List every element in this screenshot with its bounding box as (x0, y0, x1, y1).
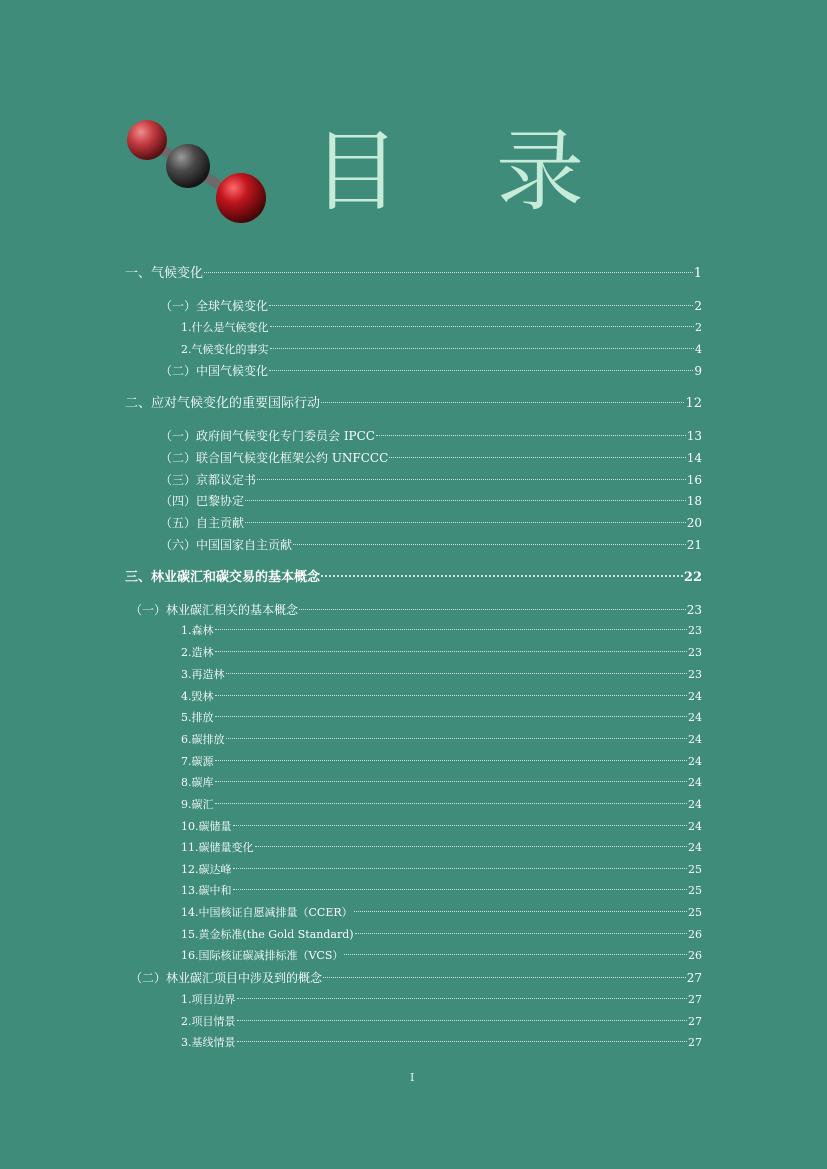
toc-entry-label: 2.造林 (181, 646, 214, 659)
toc-entry-label: 12.碳达峰 (181, 863, 232, 876)
toc-leader-dots (215, 716, 688, 717)
toc-leader-dots (323, 977, 686, 978)
toc-entry[interactable] (160, 536, 702, 554)
toc-leader-dots (269, 305, 693, 306)
toc-page-number: 24 (688, 690, 702, 703)
toc-leader-dots (226, 673, 688, 674)
toc-entry-label: 6.碳排放 (181, 733, 225, 746)
toc-entry-label: 16.国际核证碳减排标准（VCS） (181, 949, 344, 962)
toc-page-number: 1 (693, 266, 702, 281)
toc-entry-label: 8.碳库 (181, 776, 214, 789)
toc-page-number: 4 (695, 343, 702, 356)
toc-entry[interactable] (181, 731, 702, 749)
toc-entry-label: 3.再造林 (181, 668, 225, 681)
toc-page-number: 12 (685, 396, 702, 411)
toc-entry[interactable] (160, 362, 702, 380)
toc-page-number: 25 (688, 884, 702, 897)
toc-entry[interactable] (181, 341, 702, 359)
toc-leader-dots (321, 575, 683, 577)
toc-entry-label: （五）自主贡献 (160, 516, 245, 530)
toc-entry-label: 1.森林 (181, 624, 214, 637)
toc-page-number: 16 (686, 473, 702, 487)
toc-leader-dots (237, 1020, 688, 1021)
toc-leader-dots (204, 272, 693, 273)
toc-page-number: 23 (686, 603, 702, 617)
toc-entry[interactable] (181, 688, 702, 706)
toc-page-number: 24 (688, 820, 702, 833)
toc-page-number: 24 (688, 798, 702, 811)
toc-entry[interactable] (181, 926, 702, 944)
toc-entry[interactable] (181, 666, 702, 684)
toc-leader-dots (257, 479, 686, 480)
toc-entry-label: 5.排放 (181, 711, 214, 724)
toc-page-number: 23 (688, 624, 702, 637)
toc-entry-label: （二）联合国气候变化框架公约 UNFCCC (160, 451, 389, 465)
toc-leader-dots (215, 760, 688, 761)
toc-entry-label: （一）全球气候变化 (160, 299, 269, 313)
toc-entry-label: （一）政府间气候变化专门委员会 IPCC (160, 429, 375, 443)
toc-entry-label: 1.什么是气候变化 (181, 321, 269, 334)
toc-entry[interactable] (181, 319, 702, 337)
toc-leader-dots (215, 629, 688, 630)
toc-entry[interactable] (181, 1013, 702, 1031)
toc-leader-dots (215, 803, 688, 804)
toc-entry-label: 二、应对气候变化的重要国际行动 (125, 396, 321, 411)
toc-entry[interactable] (181, 774, 702, 792)
toc-page-number: 23 (688, 646, 702, 659)
toc-entry[interactable] (160, 427, 702, 445)
toc-page-number: 25 (688, 906, 702, 919)
toc-entry[interactable] (160, 471, 702, 489)
toc-page-number: 14 (686, 451, 702, 465)
toc-leader-dots (354, 911, 687, 912)
toc-page-number: 24 (688, 755, 702, 768)
toc-leader-dots (299, 609, 686, 610)
toc-entry-label: （二）中国气候变化 (160, 364, 269, 378)
toc-page-number: 27 (686, 971, 702, 985)
toc-entry-label: 2.气候变化的事实 (181, 343, 269, 356)
toc-entry[interactable] (181, 904, 702, 922)
toc-page-number: 23 (688, 668, 702, 681)
toc-leader-dots (344, 954, 687, 955)
toc-page-number: 24 (688, 733, 702, 746)
toc-entry[interactable] (125, 395, 702, 413)
toc-entry-label: （一）林业碳汇相关的基本概念 (130, 603, 299, 617)
toc-entry-label: 11.碳储量变化 (181, 841, 254, 854)
toc-page-number: 26 (688, 928, 702, 941)
toc-leader-dots (215, 651, 688, 652)
toc-entry[interactable] (181, 1034, 702, 1052)
toc-leader-dots (376, 435, 686, 436)
toc-leader-dots (233, 889, 688, 890)
toc-entry-label: 三、林业碳汇和碳交易的基本概念 (125, 570, 321, 585)
toc-entry-label: 2.项目情景 (181, 1015, 236, 1028)
toc-page-number: 2 (695, 321, 702, 334)
toc-entry[interactable] (130, 601, 702, 619)
toc-entry-label: 10.碳储量 (181, 820, 232, 833)
toc-page-number: 22 (683, 570, 702, 585)
toc-page-number: 24 (688, 776, 702, 789)
toc-leader-dots (233, 825, 688, 826)
toc-entry-label: 14.中国核证自愿减排量（CCER） (181, 906, 353, 919)
toc-leader-dots (255, 846, 688, 847)
toc-entry-label: 3.基线情景 (181, 1036, 236, 1049)
toc-page-number: 20 (686, 516, 702, 530)
toc-page-number: 21 (686, 538, 702, 552)
page-footer-mark: I (410, 1071, 415, 1084)
toc-entry-label: 9.碳汇 (181, 798, 214, 811)
toc-leader-dots (233, 868, 688, 869)
toc-leader-dots (355, 933, 687, 934)
toc-page-number: 25 (688, 863, 702, 876)
toc-entry[interactable] (181, 947, 702, 965)
toc-entry[interactable] (160, 492, 702, 510)
toc-entry-label: 1.项目边界 (181, 993, 236, 1006)
toc-leader-dots (245, 522, 686, 523)
toc-entry[interactable] (181, 861, 702, 879)
toc-entry[interactable] (125, 569, 702, 587)
toc-leader-dots (215, 695, 688, 696)
toc-leader-dots (269, 370, 693, 371)
page-title: 目 录 (312, 120, 618, 223)
toc-page-number: 18 (686, 494, 702, 508)
toc-entry-label: （三）京都议定书 (160, 473, 257, 487)
toc-page-number: 24 (688, 711, 702, 724)
toc-entry-label: （二）林业碳汇项目中涉及到的概念 (130, 971, 323, 985)
toc-entry[interactable] (181, 709, 702, 727)
toc-entry-label: 4.毁林 (181, 690, 214, 703)
toc-page-number: 27 (688, 1015, 702, 1028)
toc-entry-label: 13.碳中和 (181, 884, 232, 897)
toc-leader-dots (245, 500, 686, 501)
toc-entry-label: 15.黄金标准(the Gold Standard) (181, 928, 354, 941)
toc-leader-dots (237, 998, 688, 999)
toc-page-number: 2 (694, 299, 702, 313)
toc-leader-dots (215, 781, 688, 782)
toc-entry[interactable] (160, 514, 702, 532)
toc-entry[interactable] (181, 882, 702, 900)
toc-leader-dots (321, 402, 684, 403)
toc-page-number: 27 (688, 1036, 702, 1049)
toc-page-number: 26 (688, 949, 702, 962)
toc-entry[interactable] (160, 297, 702, 315)
toc-entry[interactable] (130, 969, 702, 987)
toc-entry-label: （六）中国国家自主贡献 (160, 538, 293, 552)
toc-page-number: 9 (694, 364, 702, 378)
toc-entry[interactable] (160, 449, 702, 467)
toc-entry[interactable] (181, 839, 702, 857)
toc-entry[interactable] (125, 265, 702, 283)
toc-entry[interactable] (181, 991, 702, 1009)
toc-leader-dots (226, 738, 688, 739)
toc-leader-dots (389, 457, 685, 458)
toc-page-number: 27 (688, 993, 702, 1006)
toc-entry[interactable] (181, 818, 702, 836)
toc-leader-dots (270, 348, 695, 349)
toc-leader-dots (270, 326, 695, 327)
toc-page-number: 24 (688, 841, 702, 854)
toc-leader-dots (237, 1041, 688, 1042)
toc-entry-label: 一、气候变化 (125, 266, 204, 281)
toc-entry[interactable] (181, 796, 702, 814)
toc-page-number: 13 (686, 429, 702, 443)
toc-entry-label: （四）巴黎协定 (160, 494, 245, 508)
toc-leader-dots (293, 544, 686, 545)
toc-entry-label: 7.碳源 (181, 755, 214, 768)
toc-entry[interactable] (181, 622, 702, 640)
toc-entry[interactable] (181, 644, 702, 662)
toc-entry[interactable] (181, 753, 702, 771)
